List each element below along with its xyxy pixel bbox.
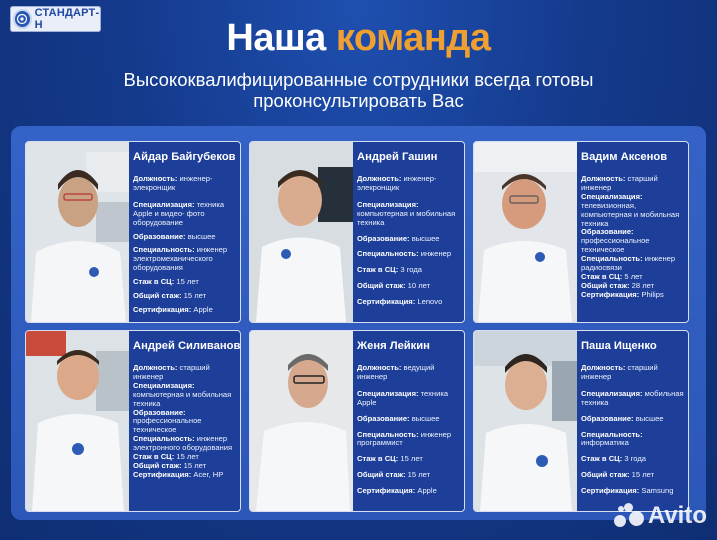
employee-education: Образование: профессиональное техническое — [581, 227, 650, 255]
page-title — [0, 14, 717, 62]
employee-name: Женя Лейкин — [357, 340, 430, 352]
employee-position: Должность: инженер-элекронщик — [133, 174, 213, 192]
employee-total-experience: Общий стаж: 15 лет — [133, 460, 207, 470]
title-part-2: команда — [335, 17, 491, 59]
watermark-text: Avito — [647, 502, 707, 529]
employee-total-experience: Общий стаж: 28 лет — [581, 280, 655, 290]
employee-name: Айдар Байгубеков — [133, 151, 236, 163]
employee-card — [473, 141, 689, 323]
employee-photo — [26, 142, 129, 322]
employee-card — [249, 330, 465, 512]
employee-photo — [474, 331, 577, 511]
employee-education: Образование: высшее — [357, 413, 440, 423]
employee-info — [357, 331, 461, 511]
employee-position: Должность: старший инженер — [133, 363, 210, 381]
employee-photo — [26, 331, 129, 511]
title-part-1: Наша — [226, 17, 336, 59]
employee-specialty: Специальность: информатика — [581, 429, 643, 448]
employee-certification: Сертификация: Lenovo — [357, 297, 443, 307]
employee-name: Андрей Гашин — [357, 151, 438, 163]
employee-service-experience: Стаж в СЦ: 15 лет — [357, 454, 423, 464]
avito-logo-icon — [614, 503, 644, 529]
employee-total-experience: Общий стаж: 15 лет — [133, 291, 207, 301]
employee-total-experience: Общий стаж: 15 лет — [581, 470, 655, 480]
employee-position: Должность: инженер-элекронщик — [357, 174, 437, 192]
employee-specialization: Специализация: телевизионная, компьютерная и мобильная техника — [581, 191, 680, 228]
employee-photo — [474, 142, 577, 322]
avito-watermark — [614, 502, 707, 530]
employee-specialization: Специализация: техника Apple и видео- фото оборудование — [133, 199, 225, 227]
employee-specialty: Специальность: инженер электронного оборудования — [133, 434, 233, 453]
employee-education: Образование: высшее — [357, 233, 440, 243]
employee-info — [357, 142, 461, 322]
employee-specialization: Специализация: компьютерная и мобильная техника — [133, 380, 232, 408]
employee-position: Должность: старший инженер — [581, 174, 658, 192]
employee-total-experience: Общий стаж: 15 лет — [357, 470, 431, 480]
logo-text: СТАНДАРТ-Н — [34, 7, 100, 31]
employee-education: Образование: высшее — [581, 413, 664, 423]
employee-photo — [250, 331, 353, 511]
employee-specialty: Специальность: инженер радиосвязи — [581, 254, 676, 273]
employee-certification: Сертификация: Acer, HP — [133, 469, 224, 479]
employee-card — [25, 141, 241, 323]
employee-info — [133, 142, 237, 322]
employee-service-experience: Стаж в СЦ: 15 лет — [133, 452, 199, 462]
employee-position: Должность: ведущий инженер — [357, 363, 435, 381]
page-subtitle: Высококвалифицированные сотрудники всегда готовы проконсультировать Вас — [123, 69, 594, 111]
employee-specialty: Специальность: инженер — [357, 249, 452, 259]
employee-info — [133, 331, 241, 511]
employee-total-experience: Общий стаж: 10 лет — [357, 281, 431, 291]
employee-education: Образование: профессиональное техническое — [133, 407, 202, 435]
employee-service-experience: Стаж в СЦ: 15 лет — [133, 277, 199, 287]
employee-service-experience: Стаж в СЦ: 3 года — [357, 265, 423, 275]
employee-name: Вадим Аксенов — [581, 151, 668, 163]
employee-name: Андрей Силиванов — [133, 340, 241, 352]
employee-service-experience: Стаж в СЦ: 3 года — [581, 454, 647, 464]
employee-info — [581, 331, 685, 511]
employee-specialization: Специализация: техника Apple — [357, 388, 449, 407]
employee-card — [473, 330, 689, 512]
employee-certification: Сертификация: Samsung — [581, 486, 674, 496]
employee-card — [25, 330, 241, 512]
employee-name: Паша Ищенко — [581, 340, 657, 352]
employee-education: Образование: высшее — [133, 231, 216, 241]
employee-position: Должность: старший инженер — [581, 363, 658, 381]
employee-specialty: Специальность: инженер электромеханического оборудования — [133, 245, 228, 273]
employee-certification: Сертификация: Apple — [133, 304, 213, 314]
employee-specialty: Специальность: инженер программист — [357, 429, 452, 448]
employee-photo — [250, 142, 353, 322]
employee-specialization: Специализация: компьютерная и мобильная техника — [357, 199, 456, 227]
employee-info — [581, 142, 685, 322]
employee-certification: Сертификация: Apple — [357, 486, 437, 496]
employee-specialization: Специализация: мобильная техника — [581, 388, 684, 407]
employee-certification: Сертификация: Philips — [581, 289, 664, 299]
employee-service-experience: Стаж в СЦ: 5 лет — [581, 271, 643, 281]
employee-card — [249, 141, 465, 323]
